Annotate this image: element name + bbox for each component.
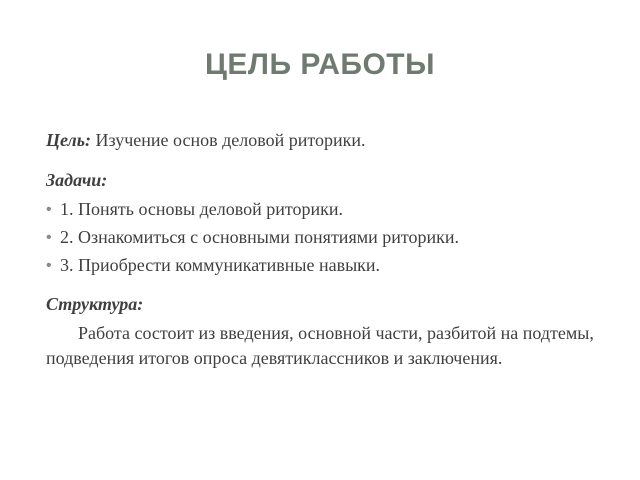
list-item xyxy=(46,197,606,222)
structure-paragraph xyxy=(46,292,606,317)
slide-content xyxy=(46,128,606,371)
list-item xyxy=(46,253,606,278)
bullet-icon: • xyxy=(46,229,52,246)
slide-title: ЦЕЛЬ РАБОТЫ xyxy=(204,48,435,81)
goal-label: Цель: xyxy=(46,130,91,150)
task-text: 1. Понять основы деловой риторики. xyxy=(60,199,344,219)
goal-paragraph xyxy=(46,128,606,153)
task-text: 2. Ознакомиться с основными понятиями риторики. xyxy=(60,227,460,247)
bullet-icon: • xyxy=(46,201,52,218)
list-item xyxy=(46,225,606,250)
bullet-icon: • xyxy=(46,257,52,274)
goal-text: Изучение основ деловой риторики. xyxy=(95,130,366,150)
structure-text: Работа состоит из введения, основной части, разбитой на подтемы, подведения итогов опроса девятиклассников и заключения. xyxy=(46,323,594,368)
structure-label: Структура: xyxy=(46,294,144,314)
tasks-label: Задачи: xyxy=(46,170,108,190)
task-list xyxy=(46,197,606,278)
tasks-paragraph xyxy=(46,168,606,193)
task-text: 3. Приобрести коммуникативные навыки. xyxy=(60,255,381,275)
